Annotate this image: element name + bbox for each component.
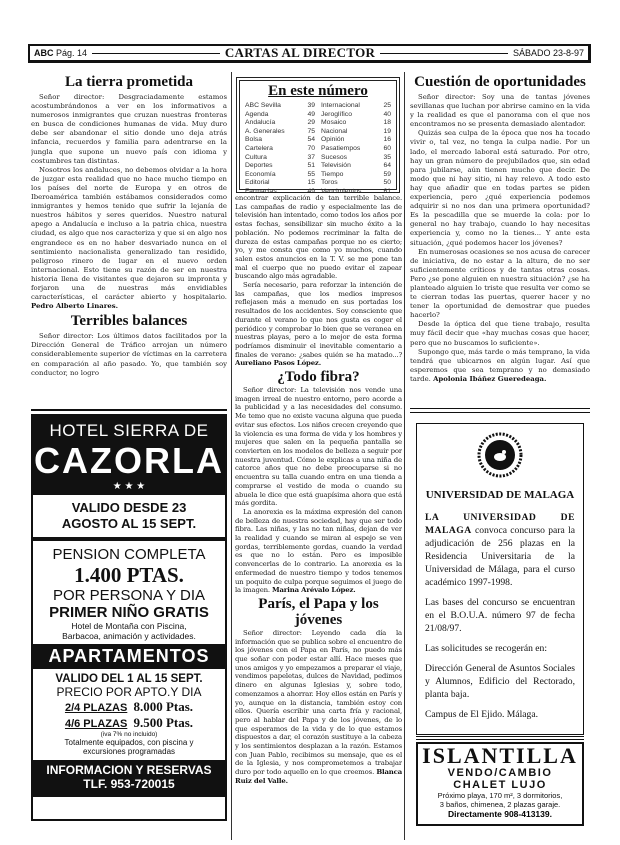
ad-line: PRECIO POR APTO.Y DIA bbox=[56, 685, 202, 699]
section-title: CARTAS AL DIRECTOR bbox=[224, 45, 376, 60]
hotel-cazorla-ad bbox=[31, 414, 227, 821]
index-section: Deportes bbox=[245, 162, 273, 170]
index-entry bbox=[321, 171, 391, 180]
ad-headline: ISLANTILLA bbox=[422, 743, 578, 768]
index-box bbox=[239, 80, 397, 195]
letter-paris bbox=[235, 596, 402, 786]
brand: ABC bbox=[34, 48, 54, 58]
paragraph: Señor director: Soy una de tantas jóvenes sevillanas que luchan por abrirse camino en la vida y la realidad es que el panorama con el que nos encontramos no se presenta demasiado alentador. bbox=[410, 93, 590, 129]
ad-line: APARTAMENTOS bbox=[33, 644, 225, 669]
index-page: 55 bbox=[307, 170, 315, 178]
paragraph: Supongo que, más tarde o más temprano, la vida tendrá que ubicarnos en algún lugar. Así que esperemos que sea temprano y no demasiado tarde. Apolonia Ibáñez Gueredeaga. bbox=[410, 347, 590, 383]
divider bbox=[416, 736, 584, 740]
index-page: 40 bbox=[383, 110, 391, 118]
index-entry bbox=[245, 128, 315, 137]
index-page: 50 bbox=[383, 179, 391, 187]
stars: ★ ★ ★ bbox=[112, 481, 146, 492]
index-page: 29 bbox=[307, 119, 315, 127]
index-entry bbox=[321, 162, 391, 171]
index-list bbox=[245, 102, 391, 197]
ad-paragraph: Campus de El Ejido. Málaga. bbox=[425, 709, 538, 720]
ad-line: Próximo playa, 170 m², 3 dormitorios, bbox=[437, 791, 563, 800]
index-page: 18 bbox=[383, 119, 391, 127]
index-entry bbox=[245, 171, 315, 180]
right-column bbox=[410, 72, 590, 402]
paragraph: Señor director: Desgraciadamente estamos acostumbrándonos a ver en los informativos a numerosos inmigrantes que cruzan nuestras fronteras en busca de condiciones humanas de vida. Muy duro debe ser abandonar el sitio donde uno deja atrás infancia, recuerdos y familia para adentrarse en la jungla que supone un nuevo país con idioma y costumbres tan distintas. bbox=[31, 93, 227, 165]
signature: Apolonia Ibáñez Gueredeaga. bbox=[433, 374, 547, 383]
ad-line: INFORMACION Y RESERVAS bbox=[46, 763, 212, 777]
index-page: 60 bbox=[383, 144, 391, 152]
index-entry bbox=[321, 119, 391, 128]
index-page: 61 bbox=[383, 187, 391, 195]
paragraph: Quizás sea culpa de la época que nos ha tocado vivir o, tal vez, no tenga la culpa nadie. Por un lado, el mercado laboral está saturado. Por otro, hay un gran número de prejubilados que, sin edad para jubilarse, aún tienen mucho que decir. De modo que ni hay sitio, ni hay relevo. A todo esto hay que añadir que en todas partes se piden experiencia, pero ¿qué experiencia podemos adquirir si no nos dan una primera oportunidad? Es la pescadilla que se muerde la cola: por lo general no hay trabajo, cuando lo hay necesitas experiencia y, como no la tienes... Y ante esta situación, ¿qué podemos hacer los jóvenes? bbox=[410, 129, 590, 247]
index-section: A. Generales bbox=[245, 127, 285, 135]
paragraph: La anorexia es la máxima expresión del canon de belleza de nuestra sociedad, hay que ser todo fibra. Las niñas, y las no tan niñas, dejan de ver la realidad y cuando se miran al espejo se ven gordas, terriblemente gordas, cuando la verdad es que no lo están. Pero es imposible convencerlas de lo contrario. La anorexia es la enfermedad de nuestro tiempo y todos tenemos un poquito de culpa porque seguimos el juego de la imagen. Marina Arévalo López. bbox=[235, 507, 402, 595]
divider bbox=[380, 53, 508, 54]
index-page: 37 bbox=[307, 153, 315, 161]
ad-line: VALIDO DEL 1 AL 15 SEPT. bbox=[55, 673, 203, 685]
index-entry bbox=[245, 136, 315, 145]
index-section: Internacional bbox=[321, 102, 360, 109]
paragraph: En numerosas ocasiones se nos acusa de carecer de iniciativa, de no estar a la altura, de no ser suficientemente críticos y de tantas otras cosas. Pero ¿se pone alguien en nuestra situación? ¿se ha planteado alguien lo triste que resulta ver como se te cierran todas las puertas, querer hacer y no tener la oportunidad de demostrar que puedes hacerlo? bbox=[410, 247, 590, 320]
letter-title: Cuestión de oportunidades bbox=[414, 74, 586, 90]
index-entry bbox=[245, 154, 315, 163]
left-column bbox=[31, 72, 227, 408]
index-entry bbox=[245, 102, 315, 111]
divider bbox=[92, 53, 220, 54]
paragraph: Desde la óptica del que tiene trabajo, resulta muy fácil decir que «hay muchas cosas que hacer, pero que no buscamos lo suficiente». bbox=[410, 320, 590, 347]
index-section: Economía bbox=[245, 170, 276, 178]
paragraph: Señor director: Los últimos datos facilitados por la Dirección General de Tráfico arrojan un número considerablemente superior de víctimas en la carretera en comparación al año pasado. Yo, que también soy conductor, no logro bbox=[31, 332, 227, 377]
column-rule bbox=[231, 72, 232, 840]
ad-line: PRIMER NIÑO GRATIS bbox=[49, 604, 209, 621]
index-section: Mosaico bbox=[321, 119, 347, 127]
index-section: Tiempo bbox=[321, 170, 344, 178]
paragraph: Sería necesario, para reforzar la intención de las campañas, que los medios impresos reflejasen más a menudo en sus portadas los resultados de los accidentes. Soy consciente que durante el verano lo que nos gusta es coger el periódico y comprobar lo bien que se veranea en nuestras playas, pero a lo mejor de esta forma podríamos disminuir el inevitable comentario a finales de verano: ¿sabes quién se ha matado...? Aureliano Pasos López. bbox=[235, 281, 402, 368]
ad-line: Hotel de Montaña con Piscina, bbox=[71, 621, 187, 631]
ad-headline: CAZORLA bbox=[34, 440, 224, 481]
letter-title: Terribles balances bbox=[70, 313, 188, 330]
index-page: 70 bbox=[307, 144, 315, 152]
index-entry bbox=[321, 154, 391, 163]
index-section: Bolsa bbox=[245, 136, 263, 144]
ad-line: 4/6 PLAZAS bbox=[64, 718, 128, 730]
date: SÁBADO 23-8-97 bbox=[512, 48, 585, 58]
index-entry bbox=[245, 145, 315, 154]
index-entry bbox=[321, 179, 391, 188]
ad-line: VENDO/CAMBIO bbox=[447, 767, 553, 779]
index-section: Sucesos bbox=[321, 153, 348, 161]
index-section: Cultura bbox=[245, 153, 267, 161]
ad-line: 3 baños, chimenea, 2 plazas garaje. bbox=[439, 800, 561, 809]
index-page: 49 bbox=[307, 187, 315, 195]
ad-line: 2/4 PLAZAS bbox=[64, 702, 128, 714]
ad-line: AGOSTO AL 15 SEPT. bbox=[61, 516, 197, 531]
index-section: Vencimientos bbox=[321, 187, 362, 195]
letter-terribles-balances bbox=[31, 313, 227, 377]
index-entry bbox=[321, 136, 391, 145]
index-section: Editorial bbox=[245, 179, 270, 187]
ad-price: 8.000 Ptas. bbox=[133, 699, 194, 714]
ad-paragraph: Las bases del concurso se encuentran en el B.O.U.A. número 97 de fecha 21/08/97. bbox=[425, 597, 575, 634]
index-entry bbox=[321, 145, 391, 154]
index-page: 59 bbox=[383, 170, 391, 178]
ad-paragraph: LA UNIVERSIDAD DE MALAGA convoca concurso para la adjudicación de 256 plazas en la Residencia Universitaria de la Universidad de Málaga, para el curso académico 1997-1998. bbox=[425, 512, 575, 588]
paragraph: Nosotros los andaluces, no debemos olvidar a la hora de juzgar esta realidad que no hace mucho tiempo en los países del norte de Europa y en otros de Iberoamérica también estábamos considerados como inmigrantes y hemos tenido que sufrir la lejanía de nuestros hábitos y seres queridos. Nuestro natural apego a Andalucía e incluso a la patria chica, nuestra ciudad, es algo que nos caracteriza y que si en algo nos engrandece es en no haber desvariado nunca en el sentimiento nacionalista generalizado tan residido, peligroso rinero de lugar en el nuevo orden internacional. Esto tiene su razón de ser en nuestra historia llena de visitantes que dejaron su impronta y forjaron una de nuestras más envidiables características, el carácter abierto y hospitalario. Pedro Alberto Linares. bbox=[31, 165, 227, 311]
ad-paragraph: Las solicitudes se recogerán en: bbox=[425, 643, 548, 654]
index-section: ABC Sevilla bbox=[245, 102, 281, 109]
index-entry bbox=[245, 179, 315, 188]
ad-phone: Directamente 908-413139. bbox=[448, 809, 552, 819]
paragraph: Señor director: Leyendo cada día la información que se publica sobre el encuentro de los jóvenes con el Papa en París, no puedo más que soñar con poder estar allí. Hace meses que unos amigos y yo empezamos a preparar el viaje, vendimos papeletas, dulces de Navidad, pedimos dinero en algunas Iglesias y, sobre todo, comenzamos a ahorrar. Hoy ellos están en París y yo, aunque en la distancia, también estoy con ellos. Quería escribir una carta fría y racional, pero al hablar del Papa y de los jóvenes, de lo que esperamos de la vida y de lo que estamos dispuestos a dar, el corazón sustituye a la cabeza y los sentimientos desplazan a la razón. Estamos con Juan Pablo, recibimos su mensaje, que es el de la Iglesia, y nos comprometemos a trabajar duro por todo aquello en lo que creemos. Blanca Ruiz del Valle. bbox=[235, 628, 402, 785]
index-section: Nacional bbox=[321, 127, 348, 135]
index-page: 16 bbox=[383, 136, 391, 144]
signature: Pedro Alberto Linares. bbox=[31, 302, 119, 311]
index-page: 64 bbox=[383, 162, 391, 170]
index-section: Pasatiempos bbox=[321, 144, 361, 152]
letter-title: ¿Todo fibra? bbox=[277, 369, 360, 386]
index-page: 15 bbox=[307, 179, 315, 187]
index-section: Farmacias bbox=[245, 187, 277, 195]
paragraph: Señor director: La televisión nos vende una imagen irreal de nuestro entorno, pero acorde a la publicidad y a las necesidades del consumo. Me temo que no existe vacuna alguna que pueda evitar sus efectos. Los niños crecen creyendo que la violencia es una forma de vida y los hombres y mujeres que salen en la pequeña pantalla se convierten en los modelos de belleza a seguir por nuestra juventud. Cómo le explicas a una niña de catorce años que no debe preocuparse si no encuentra su talla cuando entra en una tienda a comprarse el vestido de moda o cuando su abuela le dice que está guapísima ahora que está más gordita. bbox=[235, 386, 402, 508]
index-section: Jeroglífico bbox=[321, 110, 352, 118]
divider bbox=[410, 408, 590, 413]
university-seal-icon bbox=[425, 432, 575, 483]
islantilla-ad bbox=[416, 742, 584, 826]
ad-line: PENSION COMPLETA bbox=[52, 546, 206, 563]
paragraph: encontrar explicación de tan terrible balance. Las campañas de radio y especialmente las de televisión han intentado, como todos los años por estas fechas, sensibilizar sin mucho éxito a la población. No podemos recriminar la falta de dureza de estas campañas porque no es cierto; yo, y me consta que como yo muchos, cuando salen estos anuncios en la T. V. se me pone tan mal el cuerpo que no puedo evitar el zapear buscando algo más agradable. bbox=[235, 194, 402, 281]
ad-price: 1.400 PTAS. bbox=[74, 563, 184, 587]
index-section: Agenda bbox=[245, 110, 269, 118]
ad-line: POR PERSONA Y DIA bbox=[53, 587, 205, 604]
letter-oportunidades bbox=[410, 74, 590, 384]
index-page: 54 bbox=[307, 136, 315, 144]
ad-line: CHALET LUJO bbox=[453, 779, 547, 791]
page-number: Pág. 14 bbox=[56, 48, 88, 58]
index-page: 35 bbox=[383, 153, 391, 161]
middle-column bbox=[235, 194, 402, 842]
signature: Blanca Ruiz del Valle. bbox=[235, 768, 402, 785]
ad-paragraph: Dirección General de Asuntos Sociales y Alumnos, Edificio del Rectorado, planta baja. bbox=[425, 663, 575, 700]
index-page: 39 bbox=[307, 102, 315, 109]
index-page: 75 bbox=[307, 127, 315, 135]
ad-line: VALIDO DESDE 23 bbox=[71, 500, 187, 515]
index-section: Televisión bbox=[321, 162, 351, 170]
letter-todo-fibra bbox=[235, 369, 402, 595]
page-header bbox=[28, 44, 591, 63]
index-page: 19 bbox=[383, 127, 391, 135]
ad-line: Barbacoa, animación y actividades. bbox=[62, 631, 196, 641]
index-section: Opinión bbox=[321, 136, 345, 144]
index-title: En este número bbox=[268, 83, 368, 99]
university-name: UNIVERSIDAD DE MALAGA bbox=[425, 489, 575, 501]
index-section: Toros bbox=[321, 179, 338, 187]
index-page: 51 bbox=[307, 162, 315, 170]
letter-title: La tierra prometida bbox=[64, 74, 194, 90]
signature: Marina Arévalo López. bbox=[272, 586, 356, 595]
index-page: 49 bbox=[307, 110, 315, 118]
index-entry bbox=[321, 111, 391, 120]
signature: Aureliano Pasos López. bbox=[235, 359, 321, 368]
letter-title: París, el Papa y los jóvenes bbox=[258, 595, 379, 628]
ad-price: 9.500 Ptas. bbox=[133, 715, 194, 730]
index-entry bbox=[245, 162, 315, 171]
index-section: Cartelera bbox=[245, 144, 273, 152]
index-entry bbox=[245, 119, 315, 128]
letter-tierra-prometida bbox=[31, 74, 227, 311]
ad-line: HOTEL SIERRA DE bbox=[49, 421, 209, 440]
index-section: Andalucía bbox=[245, 119, 276, 127]
index-entry bbox=[321, 128, 391, 137]
column-rule bbox=[404, 72, 405, 840]
divider bbox=[31, 409, 227, 411]
ad-line: (iva 7% no incluido) bbox=[100, 731, 158, 738]
ad-line: excursiones programadas bbox=[82, 747, 176, 756]
universidad-malaga-ad bbox=[416, 423, 584, 735]
index-entry bbox=[245, 111, 315, 120]
index-page: 25 bbox=[383, 102, 391, 109]
ad-line: Totalmente equipados, con piscina y bbox=[64, 738, 194, 747]
index-entry bbox=[321, 102, 391, 111]
ad-phone: TLF. 953-720015 bbox=[83, 777, 175, 791]
